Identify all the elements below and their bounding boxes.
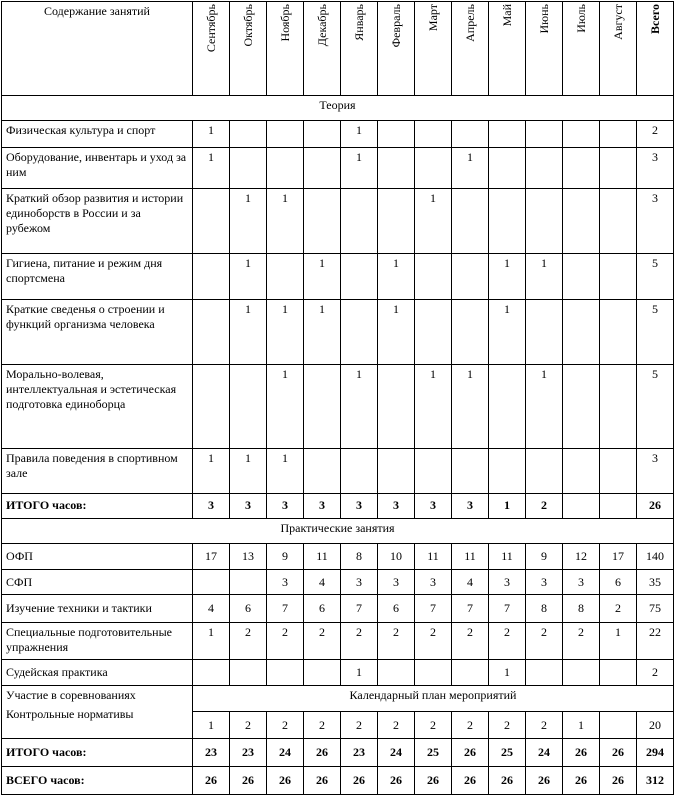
subtotal-cell: 23 xyxy=(341,739,378,766)
month-cell: 4 xyxy=(304,570,341,595)
month-cell: 2 xyxy=(415,712,452,739)
calendar-note: Календарный план мероприятий xyxy=(193,686,674,712)
month-header xyxy=(415,2,452,96)
month-label: Июль xyxy=(574,4,588,33)
subtotal-cell: 3 xyxy=(415,493,452,518)
month-label: Июнь xyxy=(537,4,551,34)
month-cell: 4 xyxy=(193,595,230,622)
month-cell xyxy=(563,120,600,147)
row-name: Краткий обзор развития и истории единоборств в России и за рубежом xyxy=(2,189,193,253)
subtotal-cell: 3 xyxy=(193,493,230,518)
table-row xyxy=(2,148,674,189)
month-cell xyxy=(230,364,267,449)
section-title: Теория xyxy=(2,95,674,120)
row-total: 22 xyxy=(637,622,674,659)
month-cell xyxy=(193,570,230,595)
month-cell: 8 xyxy=(526,595,563,622)
subtotal-cell: 26 xyxy=(230,766,267,794)
month-cell xyxy=(489,364,526,449)
month-cell xyxy=(341,253,378,299)
row-name: Морально-волевая, интеллектуальная и эстетическая подготовка единоборца xyxy=(2,364,193,449)
competitions-label: Участие в соревнованиях xyxy=(6,688,136,703)
row-total: 20 xyxy=(637,712,674,739)
month-cell: 1 xyxy=(193,712,230,739)
month-header xyxy=(378,2,415,96)
month-header xyxy=(452,2,489,96)
month-cell xyxy=(563,189,600,253)
table-row xyxy=(2,300,674,364)
month-cell: 9 xyxy=(526,544,563,570)
subtotal-row xyxy=(2,493,674,518)
subtotal-cell: 26 xyxy=(267,766,304,794)
month-cell: 1 xyxy=(341,659,378,685)
month-cell: 6 xyxy=(600,570,637,595)
subtotal-cell: 23 xyxy=(193,739,230,766)
subtotal-cell: 26 xyxy=(378,766,415,794)
month-cell: 1 xyxy=(452,364,489,449)
month-cell xyxy=(267,148,304,189)
month-cell: 1 xyxy=(193,148,230,189)
subtotal-row xyxy=(2,739,674,766)
curriculum-table xyxy=(1,1,674,795)
month-label: Февраль xyxy=(389,4,403,48)
month-cell xyxy=(600,189,637,253)
month-cell: 1 xyxy=(230,300,267,364)
month-cell xyxy=(230,659,267,685)
month-cell xyxy=(526,300,563,364)
month-cell: 1 xyxy=(489,300,526,364)
month-cell: 11 xyxy=(304,544,341,570)
subtotal-cell: 2 xyxy=(526,493,563,518)
section-row xyxy=(2,518,674,543)
table-row xyxy=(2,364,674,449)
row-total: 35 xyxy=(637,570,674,595)
month-cell: 10 xyxy=(378,544,415,570)
month-header xyxy=(267,2,304,96)
month-cell: 6 xyxy=(378,595,415,622)
table-row xyxy=(2,120,674,147)
month-cell: 1 xyxy=(267,364,304,449)
month-cell xyxy=(452,300,489,364)
subtotal-cell: 3 xyxy=(378,493,415,518)
total-label: Всего xyxy=(648,4,662,34)
subtotal-label: ИТОГО часов: xyxy=(2,493,193,518)
subtotal-total: 26 xyxy=(637,493,674,518)
month-cell: 6 xyxy=(304,595,341,622)
month-cell: 1 xyxy=(378,300,415,364)
month-cell: 13 xyxy=(230,544,267,570)
month-cell xyxy=(489,189,526,253)
subtotal-cell: 26 xyxy=(304,739,341,766)
month-cell xyxy=(341,300,378,364)
month-header xyxy=(230,2,267,96)
row-name: Физическая культура и спорт xyxy=(2,120,193,147)
subtotal-cell: 25 xyxy=(415,739,452,766)
subtotal-cell: 24 xyxy=(267,739,304,766)
month-cell xyxy=(230,120,267,147)
month-label: Октябрь xyxy=(241,4,255,47)
month-cell: 1 xyxy=(452,148,489,189)
month-header xyxy=(526,2,563,96)
subtotal-cell xyxy=(563,493,600,518)
month-label: Январь xyxy=(352,4,366,41)
subtotal-cell: 26 xyxy=(526,766,563,794)
month-cell: 7 xyxy=(452,595,489,622)
row-name: Правила поведения в спортивном зале xyxy=(2,449,193,493)
month-cell xyxy=(415,300,452,364)
month-cell: 1 xyxy=(193,622,230,659)
month-label: Апрель xyxy=(463,4,477,42)
month-cell xyxy=(304,449,341,493)
month-cell: 2 xyxy=(341,622,378,659)
row-name: Изучение техники и тактики xyxy=(2,595,193,622)
month-cell: 17 xyxy=(193,544,230,570)
month-cell xyxy=(600,659,637,685)
table-body xyxy=(2,2,674,795)
subtotal-cell: 3 xyxy=(452,493,489,518)
subtotal-cell: 26 xyxy=(600,739,637,766)
row-name: Гигиена, питание и режим дня спортсмена xyxy=(2,253,193,299)
row-total: 3 xyxy=(637,148,674,189)
month-cell xyxy=(193,300,230,364)
subtotal-cell: 1 xyxy=(489,493,526,518)
subtotal-cell: 26 xyxy=(193,766,230,794)
month-cell xyxy=(267,120,304,147)
month-cell xyxy=(230,570,267,595)
month-header xyxy=(341,2,378,96)
month-cell: 8 xyxy=(341,544,378,570)
section-row xyxy=(2,95,674,120)
table-row xyxy=(2,659,674,685)
month-cell: 3 xyxy=(378,570,415,595)
month-cell: 2 xyxy=(489,622,526,659)
month-cell: 9 xyxy=(267,544,304,570)
month-cell: 3 xyxy=(267,570,304,595)
month-cell: 1 xyxy=(341,148,378,189)
month-cell xyxy=(563,659,600,685)
month-cell: 2 xyxy=(452,712,489,739)
month-cell: 2 xyxy=(267,712,304,739)
competitions-row xyxy=(2,686,674,712)
row-total: 5 xyxy=(637,253,674,299)
month-cell xyxy=(526,659,563,685)
month-cell xyxy=(378,449,415,493)
row-name: ОФП xyxy=(2,544,193,570)
month-cell xyxy=(304,364,341,449)
month-cell xyxy=(415,449,452,493)
row-total: 75 xyxy=(637,595,674,622)
standards-label: Контрольные нормативы xyxy=(6,707,134,722)
month-cell: 7 xyxy=(267,595,304,622)
month-cell: 8 xyxy=(563,595,600,622)
month-cell: 1 xyxy=(600,622,637,659)
month-label: Август xyxy=(611,4,625,40)
month-label: Ноябрь xyxy=(278,4,292,42)
table-row xyxy=(2,622,674,659)
subtotal-cell: 24 xyxy=(378,739,415,766)
month-cell xyxy=(600,449,637,493)
month-cell: 2 xyxy=(452,622,489,659)
month-cell: 2 xyxy=(489,712,526,739)
row-name: Судейская практика xyxy=(2,659,193,685)
month-cell: 17 xyxy=(600,544,637,570)
month-header xyxy=(304,2,341,96)
month-cell xyxy=(304,120,341,147)
subtotal-label: ВСЕГО часов: xyxy=(2,766,193,794)
month-header xyxy=(193,2,230,96)
month-cell: 1 xyxy=(341,120,378,147)
month-cell: 11 xyxy=(415,544,452,570)
month-cell: 2 xyxy=(304,622,341,659)
row-total: 3 xyxy=(637,449,674,493)
month-cell xyxy=(230,148,267,189)
month-cell: 1 xyxy=(489,253,526,299)
subtotal-cell: 26 xyxy=(563,739,600,766)
month-cell: 6 xyxy=(230,595,267,622)
month-header xyxy=(600,2,637,96)
month-cell: 12 xyxy=(563,544,600,570)
month-label: Сентябрь xyxy=(204,4,218,53)
month-cell xyxy=(600,253,637,299)
month-label: Май xyxy=(500,4,514,27)
total-header xyxy=(637,2,674,96)
table-row xyxy=(2,253,674,299)
subtotal-cell: 26 xyxy=(489,766,526,794)
month-cell xyxy=(526,148,563,189)
month-cell: 1 xyxy=(267,300,304,364)
month-cell xyxy=(489,148,526,189)
row-total: 5 xyxy=(637,300,674,364)
table-row xyxy=(2,570,674,595)
month-cell xyxy=(563,300,600,364)
month-cell: 2 xyxy=(230,622,267,659)
month-cell: 1 xyxy=(230,253,267,299)
month-cell: 7 xyxy=(415,595,452,622)
month-cell: 1 xyxy=(304,253,341,299)
month-cell: 1 xyxy=(526,253,563,299)
month-cell xyxy=(452,449,489,493)
content-header: Содержание занятий xyxy=(2,2,193,96)
row-total: 3 xyxy=(637,189,674,253)
month-cell xyxy=(452,120,489,147)
month-cell: 2 xyxy=(526,622,563,659)
table-row xyxy=(2,449,674,493)
subtotal-cell: 26 xyxy=(452,739,489,766)
month-cell xyxy=(267,253,304,299)
month-cell xyxy=(304,659,341,685)
subtotal-cell xyxy=(600,493,637,518)
month-label: Март xyxy=(426,4,440,32)
month-cell: 2 xyxy=(267,622,304,659)
month-cell xyxy=(489,120,526,147)
month-cell xyxy=(563,364,600,449)
month-cell: 7 xyxy=(341,595,378,622)
subtotal-cell: 26 xyxy=(563,766,600,794)
month-cell xyxy=(193,189,230,253)
month-cell xyxy=(600,364,637,449)
row-total: 2 xyxy=(637,120,674,147)
month-cell: 1 xyxy=(230,189,267,253)
header-row xyxy=(2,2,674,96)
month-cell xyxy=(452,253,489,299)
subtotal-cell: 24 xyxy=(526,739,563,766)
month-cell: 3 xyxy=(526,570,563,595)
month-cell xyxy=(526,120,563,147)
month-cell: 3 xyxy=(489,570,526,595)
row-total: 5 xyxy=(637,364,674,449)
subtotal-total: 294 xyxy=(637,739,674,766)
month-cell: 1 xyxy=(267,449,304,493)
row-total: 140 xyxy=(637,544,674,570)
month-cell xyxy=(563,253,600,299)
row-name: СФП xyxy=(2,570,193,595)
month-cell: 3 xyxy=(415,570,452,595)
month-cell xyxy=(415,148,452,189)
month-cell xyxy=(526,449,563,493)
month-cell xyxy=(563,148,600,189)
subtotal-cell: 26 xyxy=(600,766,637,794)
month-cell xyxy=(378,364,415,449)
competitions-name xyxy=(2,686,193,739)
month-cell: 2 xyxy=(230,712,267,739)
month-label: Декабрь xyxy=(315,4,329,47)
month-cell xyxy=(193,659,230,685)
month-cell xyxy=(378,659,415,685)
section-title: Практические занятия xyxy=(2,518,674,543)
month-cell xyxy=(378,189,415,253)
month-cell xyxy=(415,120,452,147)
subtotal-cell: 3 xyxy=(304,493,341,518)
row-total: 2 xyxy=(637,659,674,685)
month-cell: 1 xyxy=(415,364,452,449)
month-cell: 2 xyxy=(378,712,415,739)
month-cell: 4 xyxy=(452,570,489,595)
month-cell: 2 xyxy=(600,595,637,622)
month-cell: 11 xyxy=(452,544,489,570)
subtotal-cell: 3 xyxy=(341,493,378,518)
subtotal-row xyxy=(2,766,674,794)
subtotal-cell: 25 xyxy=(489,739,526,766)
month-cell xyxy=(415,659,452,685)
subtotal-total: 312 xyxy=(637,766,674,794)
month-cell: 2 xyxy=(341,712,378,739)
month-cell: 1 xyxy=(341,364,378,449)
month-cell: 1 xyxy=(304,300,341,364)
row-name: Специальные подготовительные упражнения xyxy=(2,622,193,659)
month-cell xyxy=(600,148,637,189)
row-name: Краткие сведенья о строении и функций организма человека xyxy=(2,300,193,364)
month-cell: 1 xyxy=(415,189,452,253)
subtotal-cell: 26 xyxy=(304,766,341,794)
month-cell: 2 xyxy=(304,712,341,739)
row-name: Оборудование, инвентарь и уход за ним xyxy=(2,148,193,189)
month-cell: 1 xyxy=(563,712,600,739)
month-cell xyxy=(304,189,341,253)
month-cell: 1 xyxy=(193,120,230,147)
month-cell xyxy=(563,449,600,493)
month-cell: 1 xyxy=(267,189,304,253)
table-row xyxy=(2,544,674,570)
month-cell: 11 xyxy=(489,544,526,570)
month-cell: 2 xyxy=(415,622,452,659)
subtotal-cell: 23 xyxy=(230,739,267,766)
month-cell xyxy=(415,253,452,299)
month-cell: 3 xyxy=(563,570,600,595)
month-cell: 1 xyxy=(489,659,526,685)
subtotal-cell: 26 xyxy=(415,766,452,794)
month-cell xyxy=(600,300,637,364)
month-cell: 7 xyxy=(489,595,526,622)
month-cell: 1 xyxy=(526,364,563,449)
month-cell: 1 xyxy=(193,449,230,493)
month-header xyxy=(563,2,600,96)
subtotal-cell: 26 xyxy=(452,766,489,794)
month-cell xyxy=(489,449,526,493)
month-header xyxy=(489,2,526,96)
month-cell xyxy=(193,364,230,449)
month-cell xyxy=(526,189,563,253)
month-cell: 2 xyxy=(526,712,563,739)
month-cell: 1 xyxy=(230,449,267,493)
subtotal-cell: 3 xyxy=(267,493,304,518)
subtotal-cell: 3 xyxy=(230,493,267,518)
month-cell xyxy=(341,449,378,493)
month-cell xyxy=(267,659,304,685)
month-cell xyxy=(600,712,637,739)
month-cell xyxy=(452,189,489,253)
table-row xyxy=(2,189,674,253)
month-cell xyxy=(304,148,341,189)
subtotal-cell: 26 xyxy=(341,766,378,794)
month-cell xyxy=(452,659,489,685)
subtotal-label: ИТОГО часов: xyxy=(2,739,193,766)
month-cell xyxy=(378,148,415,189)
month-cell: 3 xyxy=(341,570,378,595)
month-cell xyxy=(193,253,230,299)
month-cell xyxy=(341,189,378,253)
month-cell xyxy=(600,120,637,147)
month-cell: 2 xyxy=(378,622,415,659)
month-cell: 1 xyxy=(378,253,415,299)
month-cell: 2 xyxy=(563,622,600,659)
table-row xyxy=(2,595,674,622)
month-cell xyxy=(378,120,415,147)
